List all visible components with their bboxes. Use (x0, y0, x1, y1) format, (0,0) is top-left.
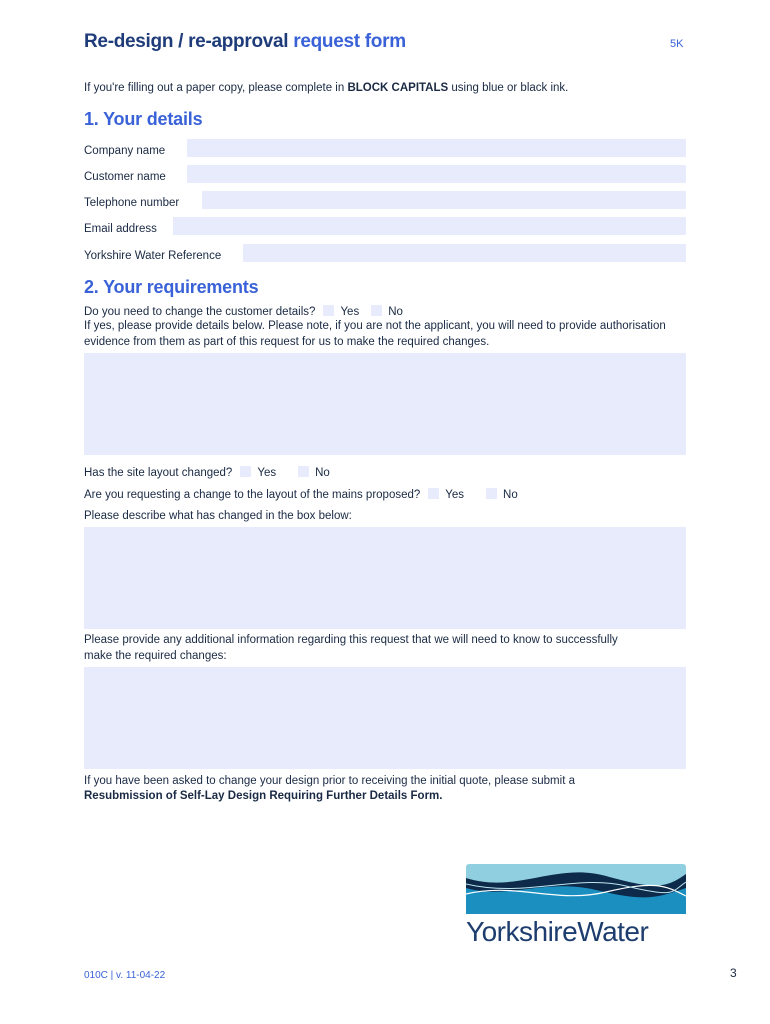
form-title (84, 31, 406, 53)
customer-name-field[interactable] (187, 165, 686, 183)
additional-info-box[interactable] (84, 667, 686, 769)
title-part-1: Re-design / re-approval (84, 31, 289, 52)
reference-label: Yorkshire Water Reference (84, 250, 222, 262)
page-number: 3 (730, 966, 737, 980)
q2-row (84, 466, 694, 482)
telephone-field[interactable] (202, 191, 686, 209)
intro-after: using blue or black ink. (448, 82, 569, 94)
customer-name-label: Customer name (84, 171, 166, 183)
q3-label: Are you requesting a change to the layout of the mains proposed? (84, 489, 421, 501)
resubmit-form-link: Resubmission of Self-Lay Design Requiring Further Details Form. (84, 790, 443, 802)
q3-yes-label: Yes (445, 489, 465, 501)
q1-yes-checkbox[interactable] (323, 305, 334, 316)
q1-no-checkbox[interactable] (371, 305, 382, 316)
q3-no-checkbox[interactable] (486, 488, 497, 499)
yorkshire-water-logo-icon (466, 864, 686, 914)
changes-box[interactable] (84, 527, 686, 629)
q2-yes-checkbox[interactable] (240, 466, 251, 477)
q3-no-label: No (503, 489, 518, 501)
q1-label: Do you need to change the customer details? (84, 306, 316, 318)
email-label: Email address (84, 223, 157, 235)
q3-row (84, 488, 694, 504)
intro-text (84, 82, 568, 94)
section-1-heading: 1. Your details (84, 109, 203, 129)
section-2-heading: 2. Your requirements (84, 277, 259, 297)
q3-yes-checkbox[interactable] (428, 488, 439, 499)
q1-no-label: No (388, 306, 403, 318)
additional-label: Please provide any additional information regarding this request that we will need to know to successfully make the required changes: (84, 634, 618, 662)
form-code: 5K (670, 38, 684, 50)
company-name-field[interactable] (187, 139, 686, 157)
resubmit-text: If you have been asked to change your design prior to receiving the initial quote, please submit a (84, 775, 575, 787)
q2-no-label: No (315, 467, 330, 479)
q2-yes-label: Yes (257, 467, 277, 479)
telephone-label: Telephone number (84, 197, 180, 209)
logo-wordmark: YorkshireWater (466, 916, 649, 947)
reference-field[interactable] (243, 244, 686, 262)
email-field[interactable] (173, 217, 686, 235)
company-name-label: Company name (84, 145, 166, 157)
q1-yes-label: Yes (340, 306, 360, 318)
title-part-2: request form (293, 31, 406, 52)
intro-before: If you're filling out a paper copy, please complete in (84, 82, 348, 94)
customer-details-box[interactable] (84, 353, 686, 455)
q2-no-checkbox[interactable] (298, 466, 309, 477)
intro-bold: BLOCK CAPITALS (347, 82, 449, 94)
q1-note: If yes, please provide details below. Please note, if you are not the applicant, you will need to provide authorisation evidence from them as part of this request for us to make the required changes. (84, 320, 666, 348)
q2-label: Has the site layout changed? (84, 467, 233, 479)
describe-label: Please describe what has changed in the box below: (84, 510, 352, 522)
footer-version: 010C | v. 11-04-22 (84, 970, 166, 981)
